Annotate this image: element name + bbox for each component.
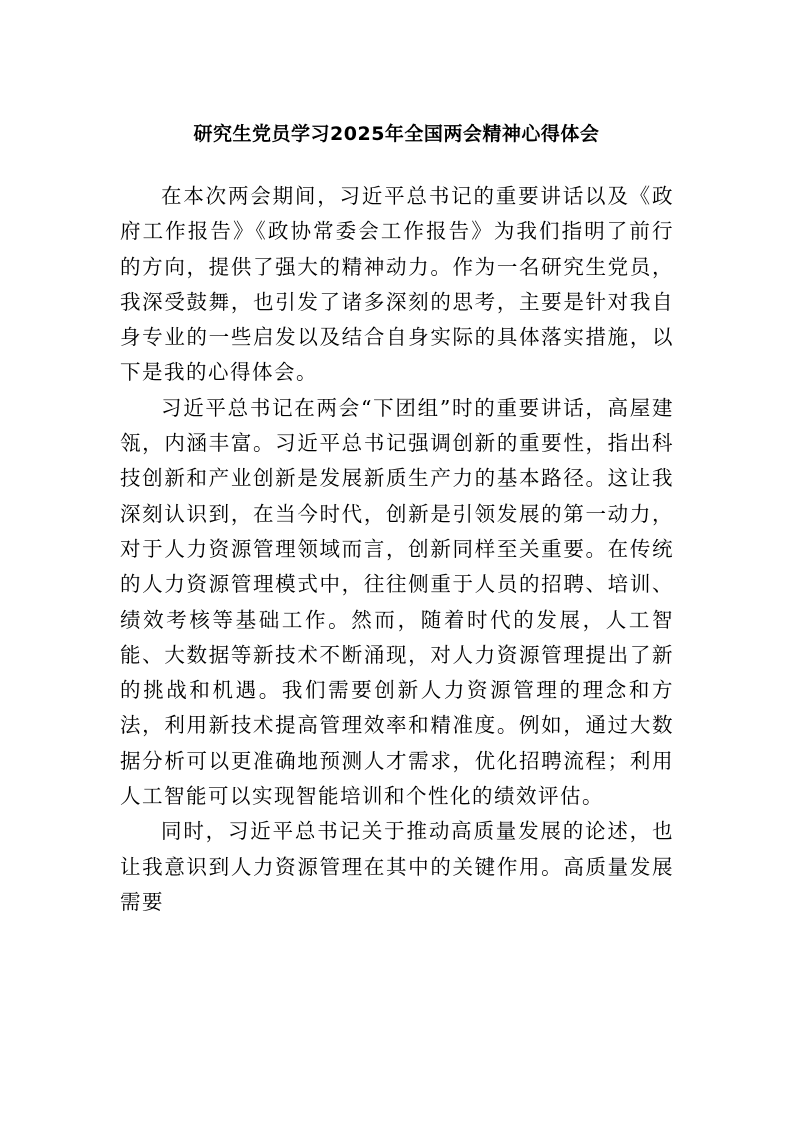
document-body [120,179,674,920]
document-title: 研究生党员学习2025年全国两会精神心得体会 [193,123,600,145]
paragraph-2: 习近平总书记在两会“下团组”时的重要讲话，高屋建瓴，内涵丰富。习近平总书记强调创新的重要性，指出科技创新和产业创新是发展新质生产力的基本路径。这让我深刻认识到，在当今时代，创新是引领发展的第一动力，对于人力资源管理领域而言，创新同样至关重要。在传统的人力资源管理模式中，往往侧重于人员的招聘、培训、绩效考核等基础工作。然而，随着时代的发展，人工智能、大数据等新技术不断涌现，对人力资源管理提出了新的挑战和机遇。我们需要创新人力资源管理的理念和方法，利用新技术提高管理效率和精准度。例如，通过大数据分析可以更准确地预测人才需求，优化招聘流程；利用人工智能可以实现智能培训和个性化的绩效评估。 [120,395,674,809]
paragraph-3: 同时，习近平总书记关于推动高质量发展的论述，也让我意识到人力资源管理在其中的关键作用。高质量发展需要 [120,819,674,914]
paragraph-1: 在本次两会期间，习近平总书记的重要讲话以及《政府工作报告》《政协常委会工作报告》为我们指明了前行的方向，提供了强大的精神动力。作为一名研究生党员，我深受鼓舞，也引发了诸多深刻的思考，主要是针对我自身专业的一些启发以及结合自身实际的具体落实措施，以下是我的心得体会。 [120,184,674,385]
